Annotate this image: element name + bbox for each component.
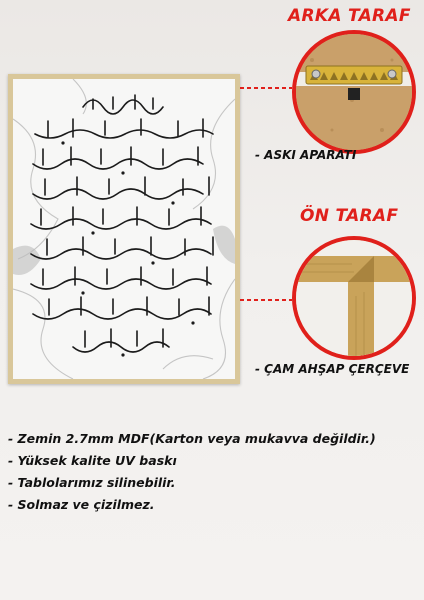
front-side-closeup (292, 236, 416, 360)
feature-list (8, 428, 418, 516)
marble-calligraphy-artwork (13, 79, 235, 379)
hanger-bracket-icon (292, 30, 416, 154)
feature-item: - Yüksek kalite UV baskı (8, 453, 177, 468)
front-side-title: ÖN TARAF (300, 206, 399, 226)
feature-item: - Zemin 2.7mm MDF(Karton veya mukavva değildir.) (8, 431, 376, 446)
back-side-title: ARKA TARAF (288, 6, 411, 26)
front-side-label: - ÇAM AHŞAP ÇERÇEVE (255, 362, 410, 376)
feature-item: - Tablolarımız silinebilir. (8, 475, 176, 490)
back-side-label: - ASKI APARATI (255, 148, 357, 162)
back-side-closeup (292, 30, 416, 154)
wood-frame-corner-icon (292, 236, 416, 360)
feature-item: - Solmaz ve çizilmez. (8, 497, 155, 512)
framed-calligraphy-painting (8, 74, 240, 384)
